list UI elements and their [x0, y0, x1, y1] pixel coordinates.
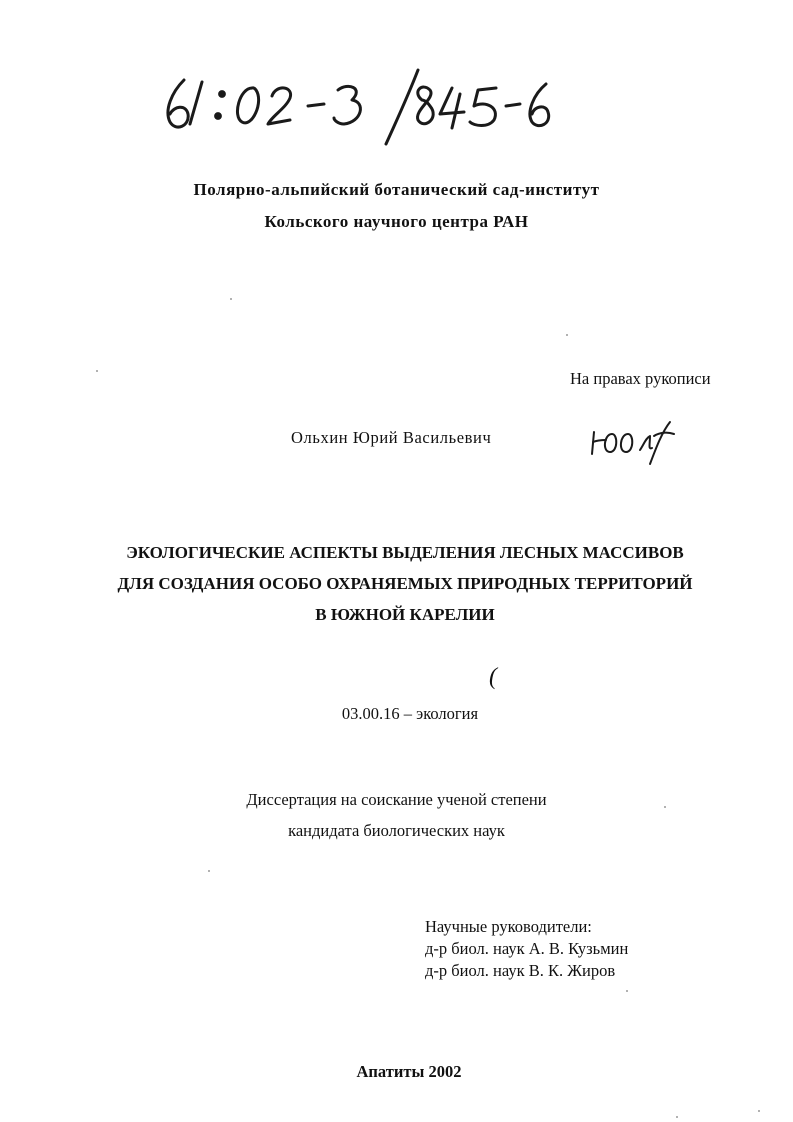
supervisor-2: д-р биол. наук В. К. Жиров	[425, 961, 616, 980]
degree-line-1: Диссертация на соискание ученой степени	[246, 790, 547, 809]
institution-line-2: Кольского научного центра РАН	[264, 212, 529, 231]
handwritten-archive-code	[160, 66, 560, 146]
signature	[588, 418, 678, 466]
thesis-title-line-1: ЭКОЛОГИЧЕСКИЕ АСПЕКТЫ ВЫДЕЛЕНИЯ ЛЕСНЫХ МАССИВОВ	[126, 543, 684, 562]
scan-speck	[758, 1110, 760, 1112]
thesis-title-line-3: В ЮЖНОЙ КАРЕЛИИ	[315, 605, 495, 624]
scan-speck	[664, 806, 666, 808]
manuscript-note: На правах рукописи	[570, 369, 711, 388]
scan-speck	[626, 990, 628, 992]
scan-speck	[566, 334, 568, 336]
handwritten-mark: (	[489, 664, 497, 690]
scan-speck	[676, 1116, 678, 1118]
scan-speck	[208, 870, 210, 872]
specialty-code: 03.00.16 – экология	[341, 704, 479, 723]
supervisors-heading: Научные руководители:	[425, 917, 592, 936]
city-year: Апатиты 2002	[356, 1062, 462, 1081]
scan-speck	[96, 370, 98, 372]
supervisor-1: д-р биол. наук А. В. Кузьмин	[425, 939, 629, 958]
scan-speck	[230, 298, 232, 300]
author-name: Ольхин Юрий Васильевич	[291, 428, 492, 447]
degree-line-2: кандидата биологических наук	[288, 821, 505, 840]
thesis-title-line-2: ДЛЯ СОЗДАНИЯ ОСОБО ОХРАНЯЕМЫХ ПРИРОДНЫХ ТЕРРИТОРИЙ	[117, 574, 693, 593]
institution-line-1: Полярно-альпийский ботанический сад-институт	[193, 180, 600, 199]
